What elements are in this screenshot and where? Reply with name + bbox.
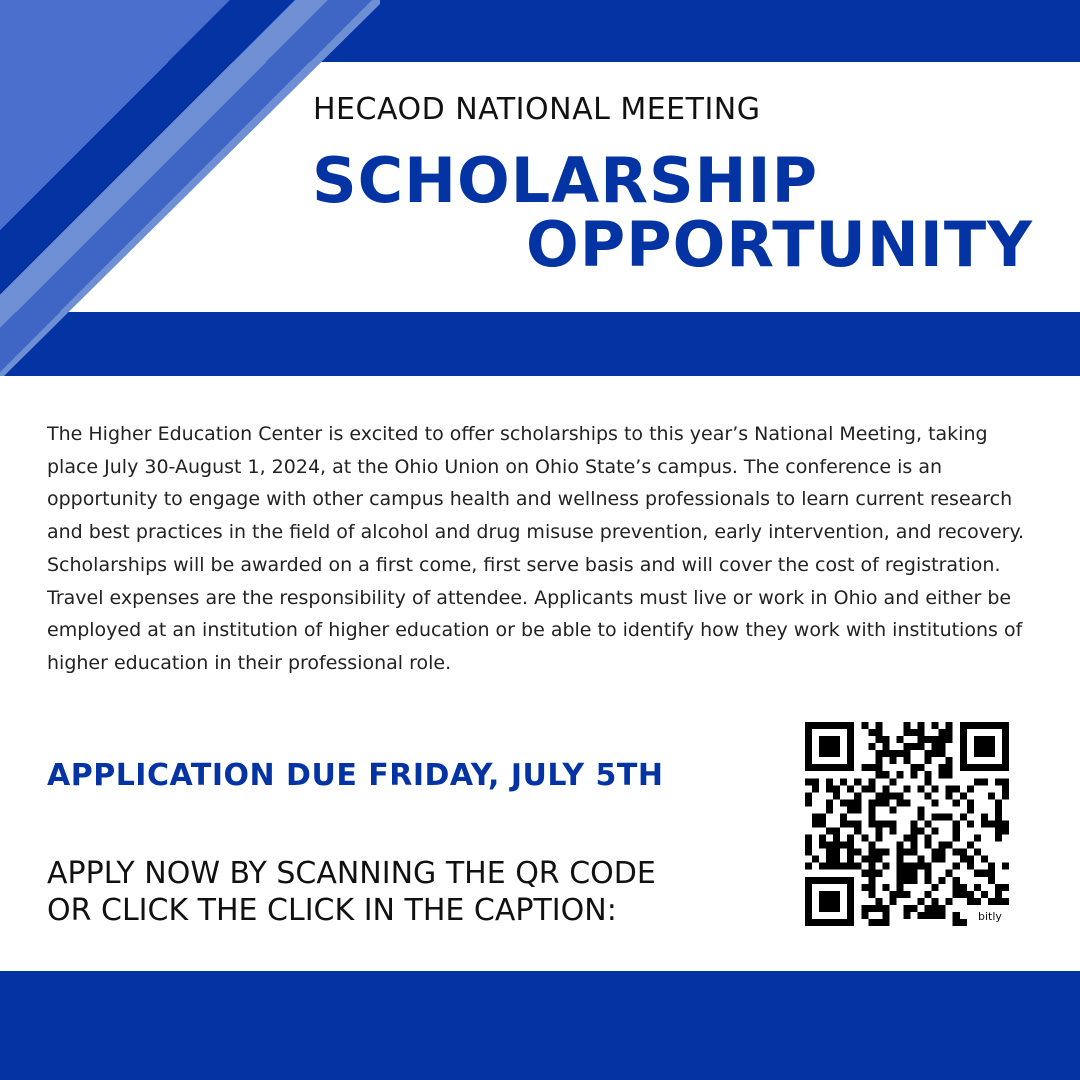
qr-finder-top-right (960, 722, 1009, 771)
qr-finder-bottom-left (805, 877, 854, 926)
application-deadline: APPLICATION DUE FRIDAY, JULY 5TH (47, 758, 664, 793)
cta-line-2: OR CLICK THE CLICK IN THE CAPTION: (47, 893, 617, 928)
call-to-action (47, 855, 656, 929)
qr-finder-top-left (805, 722, 854, 771)
footer-band (0, 971, 1080, 1080)
event-name: HECAOD NATIONAL MEETING (313, 92, 761, 127)
qr-code-icon[interactable] (805, 722, 1009, 926)
description-paragraph: The Higher Education Center is excited to offer scholarships to this year’s National Meeting, taking place July 30-August 1, 2024, at the Ohio Union on Ohio State’s campus. The conference is an opportunity to engage with other campus health and wellness professionals to learn current research and best practices in the field of alcohol and drug misuse prevention, early intervention, and recovery. Scholarships will be awarded on a first come, first serve basis and will cover the cost of registration. Travel expenses are the responsibility of attendee. Applicants must live or work in Ohio and either be employed at an institution of higher education or be able to identify how they work with institutions of higher education in their professional role. (47, 423, 1025, 674)
title-line-1: SCHOLARSHIP (312, 144, 819, 217)
qr-brand-label: bitly (978, 910, 1002, 923)
title-line-2: OPPORTUNITY (526, 208, 1034, 281)
cta-line-1: APPLY NOW BY SCANNING THE QR CODE (47, 856, 656, 891)
